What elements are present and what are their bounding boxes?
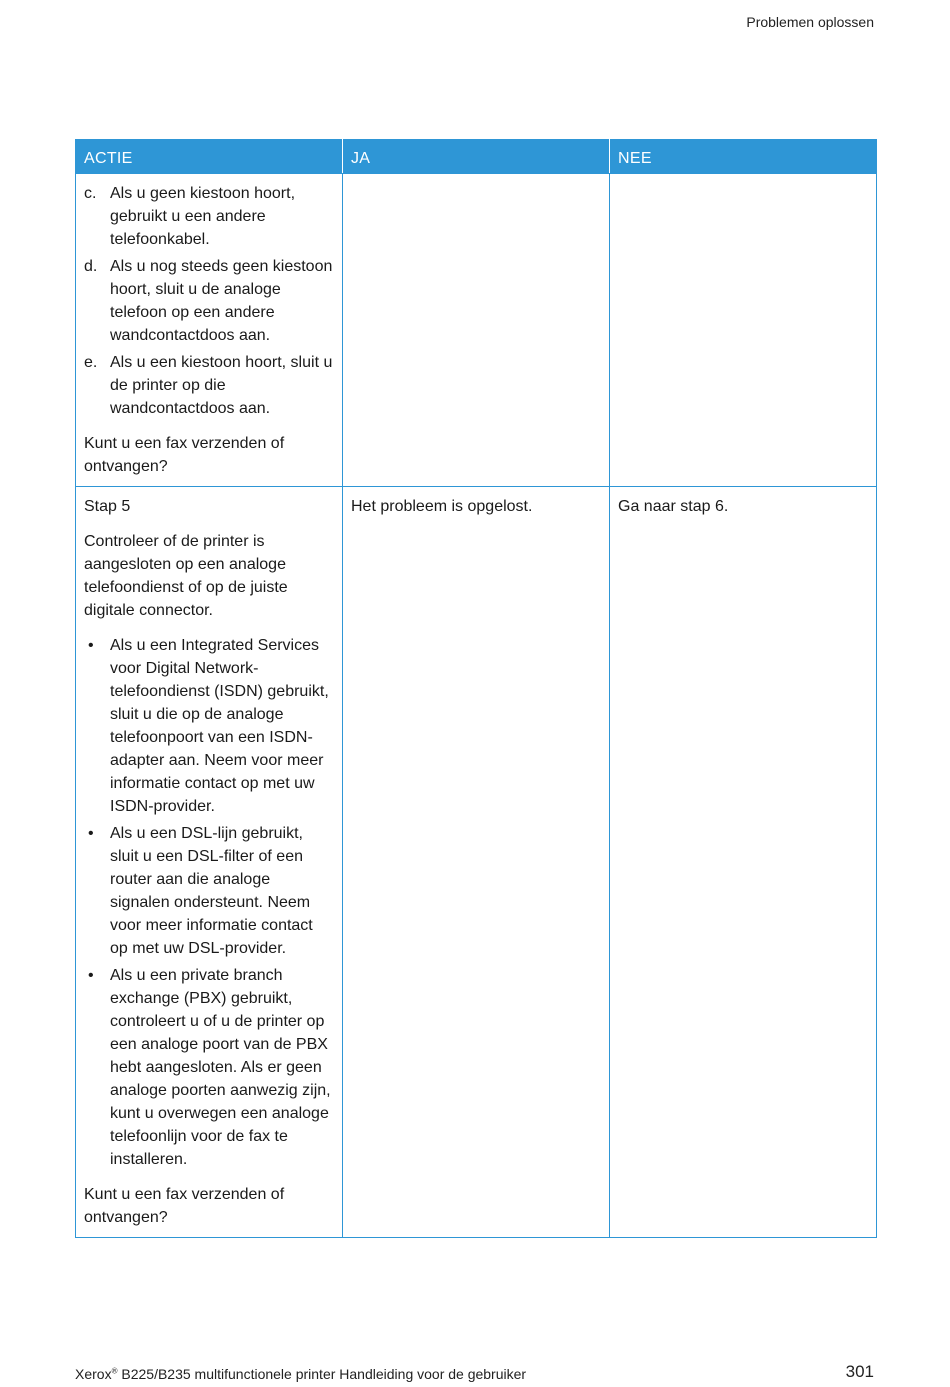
- column-header-action: ACTIE: [76, 140, 343, 174]
- bullet-list: [84, 634, 334, 1171]
- question-text: Kunt u een fax verzenden of ontvangen?: [84, 435, 285, 475]
- list-marker: d.: [84, 258, 98, 275]
- list-item: [84, 255, 334, 347]
- question-text: Kunt u een fax verzenden of ontvangen?: [84, 1186, 285, 1226]
- bullet-marker: •: [88, 967, 94, 984]
- list-item-text: Als u een private branch exchange (PBX) gebruikt, controleert u of u de printer op een analoge poort van de PBX hebt aangesloten. Als er geen analoge poorten aanwezig zijn, kunt u overwegen een analoge telefoonlijn voor de fax te installeren.: [110, 967, 331, 1168]
- list-item-text: Als u een kiestoon hoort, sluit u de printer op die wandcontactdoos aan.: [110, 354, 333, 417]
- list-item-text: Als u een Integrated Services voor Digital Network-telefoondienst (ISDN) gebruikt, sluit u die op de analoge telefoonpoort van een ISDN-adapter aan. Neem voor meer informatie contact op met uw ISDN-provider.: [110, 637, 329, 815]
- table-row: [76, 487, 877, 1238]
- running-header: Problemen oplossen: [746, 14, 874, 30]
- list-item: [84, 634, 334, 818]
- list-item-text: Als u een DSL-lijn gebruikt, sluit u een DSL-filter of een router aan die analoge signalen ondersteunt. Neem voor meer informatie contact op met uw DSL-provider.: [110, 825, 313, 957]
- yes-cell: [343, 174, 610, 487]
- list-item-text: Als u geen kiestoon hoort, gebruikt u een andere telefoonkabel.: [110, 185, 296, 248]
- bullet-marker: •: [88, 825, 94, 842]
- action-cell: [76, 487, 343, 1238]
- page-number: 301: [845, 1362, 874, 1381]
- list-item: [84, 822, 334, 960]
- footer-brand: Xerox: [75, 1366, 112, 1382]
- column-header-no: NEE: [610, 140, 877, 174]
- list-item-text: Als u nog steeds geen kiestoon hoort, sluit u de analoge telefoon op een andere wandcontactdoos aan.: [110, 258, 333, 344]
- bullet-marker: •: [88, 637, 94, 654]
- footer-product-title: [75, 1366, 526, 1382]
- registered-mark: ®: [111, 1366, 118, 1376]
- list-marker: c.: [84, 185, 97, 202]
- no-cell: [610, 174, 877, 487]
- column-header-yes: JA: [343, 140, 610, 174]
- footer-title-text: B225/B235 multifunctionele printer Handleiding voor de gebruiker: [117, 1366, 527, 1382]
- list-marker: e.: [84, 354, 98, 371]
- step-title: Stap 5: [84, 498, 131, 515]
- step-intro: Controleer of de printer is aangesloten op een analoge telefoondienst of op de juiste digitale connector.: [84, 533, 288, 619]
- alpha-list: [84, 182, 334, 420]
- list-item: [84, 182, 334, 251]
- list-item: [84, 351, 334, 420]
- list-item: [84, 964, 334, 1171]
- action-cell: [76, 174, 343, 487]
- yes-cell: Het probleem is opgelost.: [343, 487, 610, 1238]
- troubleshooting-table: [75, 139, 877, 1238]
- table-header-row: [76, 140, 877, 174]
- table-row: [76, 174, 877, 487]
- no-cell: Ga naar stap 6.: [610, 487, 877, 1238]
